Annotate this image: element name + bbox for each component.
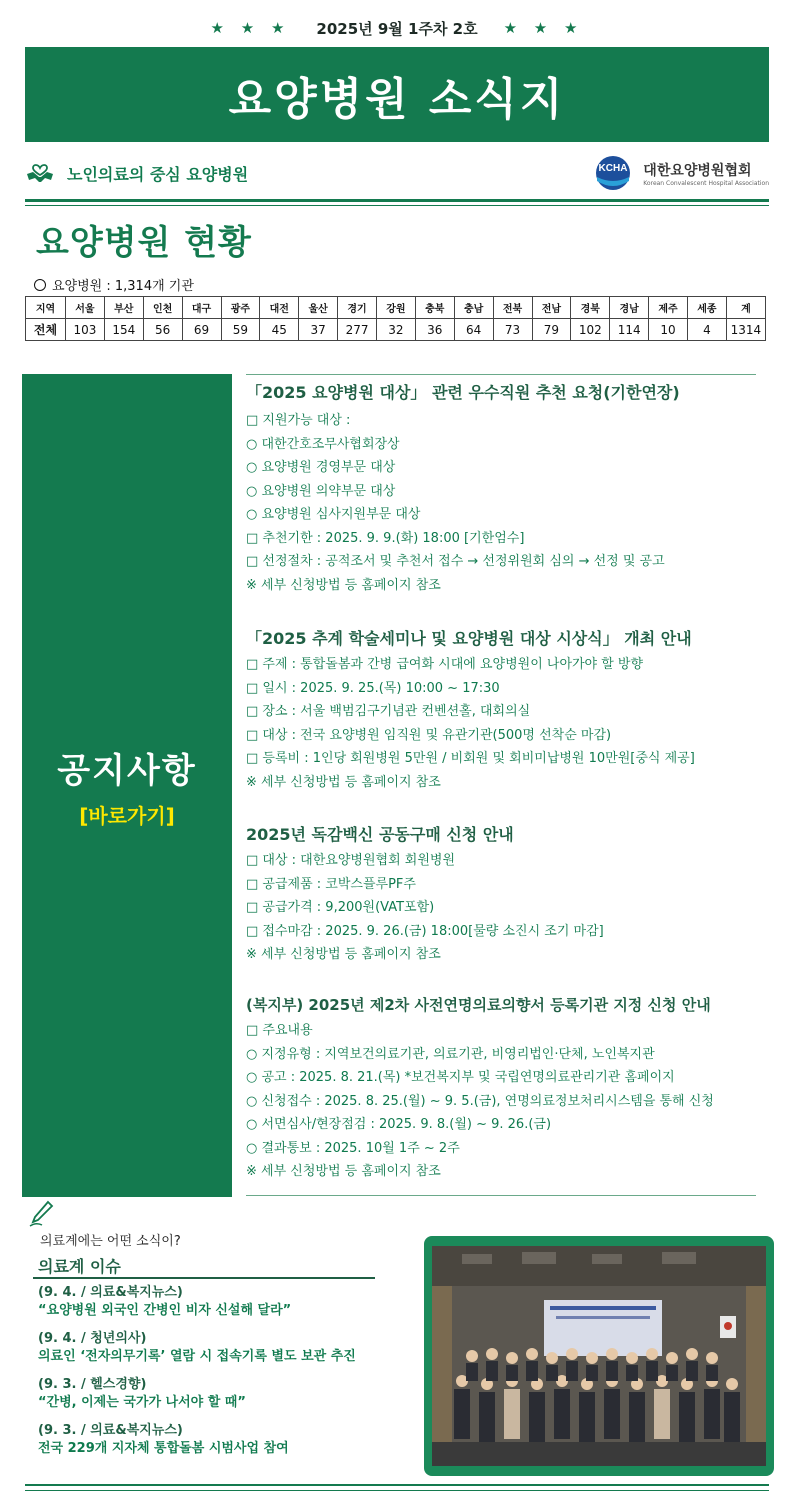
slogan-text: 노인의료의 중심 요양병원 [67, 164, 249, 184]
region-header-cell: 울산 [299, 297, 338, 319]
region-value-cell: 73 [493, 319, 532, 341]
region-header-cell: 계 [726, 297, 765, 319]
region-value-cell: 59 [221, 319, 260, 341]
logo-name-kr: 대한요양병원협회 [643, 162, 752, 179]
notice-item-title[interactable]: (복지부) 2025년 제2차 사전연명의료의향서 등록기관 지정 신청 안내 [246, 996, 711, 1014]
pen-icon [28, 1200, 54, 1228]
hospital-count [34, 275, 194, 294]
news-source: (9. 3. / 의료&복지뉴스) [38, 1423, 183, 1438]
news-title: “간병, 이제는 국가가 나서야 할 때” [38, 1395, 246, 1410]
region-value-cell: 154 [104, 319, 143, 341]
region-header-cell: 전남 [532, 297, 571, 319]
logo-name-en: Korean Convalescent Hospital Association [643, 179, 769, 187]
notice-line: ○ 요양병원 의약부문 대상 [246, 483, 396, 499]
region-table-data-row [26, 319, 766, 341]
news-title: 전국 229개 지자체 통합돌봄 시범사업 참여 [38, 1441, 289, 1456]
region-value-cell: 69 [182, 319, 221, 341]
issue-number: 2025년 9월 1주차 2호 [316, 19, 478, 38]
kcha-logo [591, 155, 769, 191]
circle-bullet-icon [34, 279, 46, 291]
region-header-cell: 경기 [338, 297, 377, 319]
region-value-cell: 277 [338, 319, 377, 341]
region-value-cell: 114 [610, 319, 649, 341]
region-header-cell: 세종 [688, 297, 727, 319]
notice-line: □ 추천기한 : 2025. 9. 9.(화) 18:00 [기한엄수] [246, 530, 525, 546]
notice-line: □ 선정절차 : 공적조서 및 추천서 접수 → 선정위원회 심의 → 선정 및 공고 [246, 554, 665, 569]
seminar-group-photo [432, 1246, 766, 1466]
notice-line: ○ 서면심사/현장점검 : 2025. 9. 8.(월) ~ 9. 26.(금) [246, 1117, 552, 1132]
divider [246, 374, 756, 375]
divider [25, 1490, 769, 1491]
region-header-cell: 경남 [610, 297, 649, 319]
news-item[interactable] [38, 1330, 356, 1366]
news-title: “요양병원 외국인 간병인 비자 신설해 달라” [38, 1303, 292, 1318]
region-value-cell: 64 [454, 319, 493, 341]
divider [25, 199, 769, 202]
region-header-cell: 경북 [571, 297, 610, 319]
notice-line: □ 대상 : 전국 요양병원 임직원 및 유관기관(500명 선착순 마감) [246, 727, 612, 743]
divider [33, 1277, 375, 1279]
stars-right: ★ ★ ★ [503, 19, 584, 37]
notice-line: ○ 요양병원 심사지원부문 대상 [246, 507, 421, 522]
notice-line: □ 등록비 : 1인당 회원병원 5만원 / 비회원 및 회비미납병원 10만원[중식 제공] [246, 751, 695, 766]
notice-item-title[interactable]: 2025년 독감백신 공동구매 신청 안내 [246, 825, 514, 844]
newsletter-banner [25, 47, 769, 142]
notice-line: ○ 요양병원 경영부문 대상 [246, 460, 396, 475]
region-header-cell: 충북 [415, 297, 454, 319]
region-table-header-row [26, 297, 766, 319]
hospital-count-text: 요양병원 : 1,314개 기관 [52, 279, 194, 294]
issue-line [0, 14, 794, 42]
slogan-row [25, 150, 769, 196]
news-source: (9. 3. / 헬스경향) [38, 1377, 147, 1392]
region-header-cell: 대전 [260, 297, 299, 319]
news-source: (9. 4. / 의료&복지뉴스) [38, 1285, 183, 1300]
notice-shortcut-link[interactable]: [바로가기] [79, 803, 175, 828]
notice-line: ○ 신청접수 : 2025. 8. 25.(월) ~ 9. 5.(금), 연명의료정보처리시스템을 통해 신청 [246, 1093, 714, 1109]
news-title: 의료인 ‘전자의무기록’ 열람 시 접속기록 별도 보관 추진 [38, 1349, 356, 1364]
notice-item-title[interactable]: 「2025 요양병원 대상」 관련 우수직원 추천 요청(기한연장) [246, 383, 680, 402]
region-value-cell: 79 [532, 319, 571, 341]
notice-line: ○ 공고 : 2025. 8. 21.(목) *보건복지부 및 국립연명의료관리기관 홈페이지 [246, 1070, 675, 1085]
notice-panel [22, 374, 232, 1197]
region-value-cell: 36 [415, 319, 454, 341]
notice-item [246, 626, 776, 794]
region-header-cell: 부산 [104, 297, 143, 319]
handshake-heart-icon [25, 162, 55, 184]
news-item[interactable] [38, 1422, 289, 1458]
notice-line: □ 접수마감 : 2025. 9. 26.(금) 18:00[물량 소진시 조기 마감] [246, 923, 604, 939]
news-source: (9. 4. / 청년의사) [38, 1331, 147, 1346]
region-value-cell: 45 [260, 319, 299, 341]
region-header-cell: 대구 [182, 297, 221, 319]
region-header-cell: 서울 [66, 297, 105, 319]
status-title: 요양병원 현황 [36, 223, 252, 263]
region-table [25, 296, 766, 341]
divider [25, 1484, 769, 1486]
region-header-cell: 전북 [493, 297, 532, 319]
notice-line: ○ 결과통보 : 2025. 10월 1주 ~ 2주 [246, 1140, 460, 1156]
notice-line: □ 일시 : 2025. 9. 25.(목) 10:00 ~ 17:30 [246, 680, 500, 696]
stars-left: ★ ★ ★ [210, 19, 291, 37]
notice-item [246, 822, 776, 967]
notice-line: □ 공급제품 : 코박스플루PF주 [246, 876, 416, 892]
notice-line: □ 대상 : 대한요양병원협회 회원병원 [246, 853, 456, 868]
notice-line: □ 주요내용 [246, 1023, 313, 1038]
region-header-cell: 제주 [649, 297, 688, 319]
notice-line: ※ 세부 신청방법 등 홈페이지 참조 [246, 774, 441, 790]
divider [246, 1195, 756, 1196]
region-value-cell: 전체 [26, 319, 66, 341]
slogan [25, 162, 248, 185]
region-value-cell: 32 [377, 319, 416, 341]
region-value-cell: 1314 [726, 319, 765, 341]
region-value-cell: 10 [649, 319, 688, 341]
kcha-logo-mark-icon [591, 155, 635, 191]
region-header-cell: 인천 [143, 297, 182, 319]
notice-line: □ 공급가격 : 9,200원(VAT포함) [246, 900, 435, 915]
group-photo-illustration [432, 1246, 766, 1466]
news-item[interactable] [38, 1376, 246, 1412]
issues-subtitle: 의료계에는 어떤 소식이? [40, 1234, 181, 1249]
news-item[interactable] [38, 1284, 291, 1320]
notice-line: ○ 대한간호조무사협회장상 [246, 436, 400, 452]
issues-heading: 의료계 이슈 [38, 1257, 121, 1276]
region-value-cell: 4 [688, 319, 727, 341]
notice-line: ※ 세부 신청방법 등 홈페이지 참조 [246, 947, 441, 962]
region-value-cell: 102 [571, 319, 610, 341]
notice-item-title[interactable]: 「2025 추계 학술세미나 및 요양병원 대상 시상식」 개최 안내 [246, 629, 692, 648]
notice-line: ○ 지정유형 : 지역보건의료기관, 의료기관, 비영리법인·단체, 노인복지관 [246, 1046, 655, 1062]
region-value-cell: 103 [66, 319, 105, 341]
logo-mark-text: KCHA [598, 163, 628, 174]
region-header-cell: 광주 [221, 297, 260, 319]
notice-line: □ 지원가능 대상 : [246, 413, 351, 428]
seminar-photo-frame [424, 1236, 774, 1476]
newsletter-title: 요양병원 소식지 [228, 73, 566, 125]
region-header-cell: 지역 [26, 297, 66, 319]
notice-line: ※ 세부 신청방법 등 홈페이지 참조 [246, 1164, 441, 1179]
notice-line: ※ 세부 신청방법 등 홈페이지 참조 [246, 577, 441, 593]
region-value-cell: 56 [143, 319, 182, 341]
notice-item [246, 994, 776, 1184]
notice-title: 공지사항 [57, 750, 197, 791]
region-header-cell: 충남 [454, 297, 493, 319]
notice-line: □ 주제 : 통합돌봄과 간병 급여화 시대에 요양병원이 나아가야 할 방향 [246, 657, 644, 672]
divider [25, 205, 769, 206]
region-value-cell: 37 [299, 319, 338, 341]
notice-item [246, 380, 776, 597]
notice-line: □ 장소 : 서울 백범김구기념관 컨벤션홀, 대회의실 [246, 704, 531, 719]
region-header-cell: 강원 [377, 297, 416, 319]
